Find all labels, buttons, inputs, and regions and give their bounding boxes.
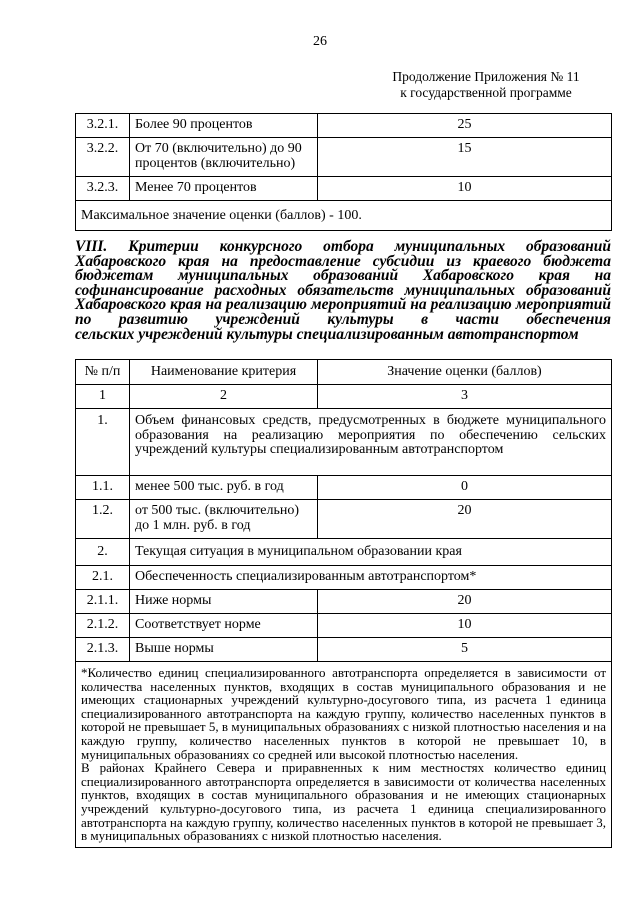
criterion-row [76,566,612,590]
header-score-value: Значение оценки (баллов) [318,360,612,385]
table-row [76,177,612,201]
table-row [76,590,612,614]
score-value: 20 [318,590,612,614]
criterion-text: Текущая ситуация в муниципальном образовании края [130,539,612,566]
row-number: 2.1.1. [76,590,130,614]
row-number: 1.1. [76,476,130,500]
score-value: 20 [318,500,612,539]
row-number: 1.2. [76,500,130,539]
table-row [76,138,612,177]
criterion-row [76,539,612,566]
section-heading-main: VIII. Критерии конкурсного отбора муниципальных образований Хабаровского края на предоставление субсидии из краевого бюджета бюджетам муниципальных образований Хабаровского края на софинансирование расходных обязательств муниципальных образований Хабаровского края на реализацию мероприятий на реализацию мероприятий по развитию учреждений культуры в части обеспечения [75,238,611,328]
column-number-1: 1 [76,385,130,409]
table-row [76,638,612,662]
column-numbers-row [76,385,612,409]
row-number: 2.1. [76,566,130,590]
score-value: 10 [318,177,612,201]
table-row [76,614,612,638]
column-number-2: 2 [130,385,318,409]
score-value: 5 [318,638,612,662]
criteria-table [75,359,612,848]
criterion-name: от 500 тыс. (включительно) до 1 млн. руб. в год [130,500,318,539]
table-header-row [76,360,612,385]
row-number: 3.2.2. [76,138,130,177]
criterion-text: Обеспеченность специализированным автотранспортом* [130,566,612,590]
table-row [76,500,612,539]
footnote-paragraph-2: В районах Крайнего Севера и приравненных к ним местностях количество единиц специализированного автотранспорта определяется в зависимости от количества населенных пунктов, входящих в состав муниципального образования и не имеющих стационарных учреждений культурно-досугового типа, из расчета 1 единица специализированного автотранспорта на каждую группу, количество населенных пунктов в которой не превышает 3, в муниципальных образованиях с низкой плотностью населения. [81,760,606,844]
section-heading-last-line: сельских учреждений культуры специализированным автотранспортом [75,325,579,343]
table-row [76,201,612,231]
row-number: 1. [76,409,130,476]
section-heading [75,240,611,342]
score-value: 25 [318,114,612,138]
header-criterion-name: Наименование критерия [130,360,318,385]
row-number: 2. [76,539,130,566]
row-number: 3.2.1. [76,114,130,138]
score-table-continuation [75,113,612,231]
footnote-paragraph-1: *Количество единиц специализированного автотранспорта определяется в зависимости от количества населенных пунктов, входящих в состав муниципального образования и не имеющих стационарных учреждений культурно-досугового типа, из расчета 1 единица специализированного автотранспорта на каждую группу, количество населенных пунктов в которой не превышает 5, в муниципальных образованиях с низкой плотностью населения и на каждую группу, количество населенных пунктов в которой не превышает 10, в муниципальных образованиях со средней или высокой плотностью населения. [81,665,606,762]
criterion-name: Менее 70 процентов [130,177,318,201]
header-number: № п/п [76,360,130,385]
score-value: 10 [318,614,612,638]
footnote-row [76,662,612,848]
criterion-name: Ниже нормы [130,590,318,614]
criterion-name: Более 90 процентов [130,114,318,138]
criterion-row [76,409,612,476]
row-number: 3.2.3. [76,177,130,201]
appendix-header-line-2: к государственной программе [400,84,572,100]
appendix-header-line-1: Продолжение Приложения № 11 [392,69,580,84]
table-row [76,476,612,500]
criterion-name: От 70 (включительно) до 90 процентов (включительно) [130,138,318,177]
appendix-header-note [386,69,586,100]
column-number-3: 3 [318,385,612,409]
max-score-note: Максимальное значение оценки (баллов) - 100. [76,201,612,231]
criterion-text: Объем финансовых средств, предусмотренных в бюджете муниципального образования на реализацию мероприятия по обеспечению сельских учреждений культуры специализированным автотранспортом [130,409,612,476]
score-value: 15 [318,138,612,177]
page-number: 26 [313,34,327,49]
criterion-name: менее 500 тыс. руб. в год [130,476,318,500]
criterion-name: Соответствует норме [130,614,318,638]
table-row [76,114,612,138]
row-number: 2.1.3. [76,638,130,662]
footnote [76,662,612,848]
row-number: 2.1.2. [76,614,130,638]
criterion-name: Выше нормы [130,638,318,662]
score-value: 0 [318,476,612,500]
